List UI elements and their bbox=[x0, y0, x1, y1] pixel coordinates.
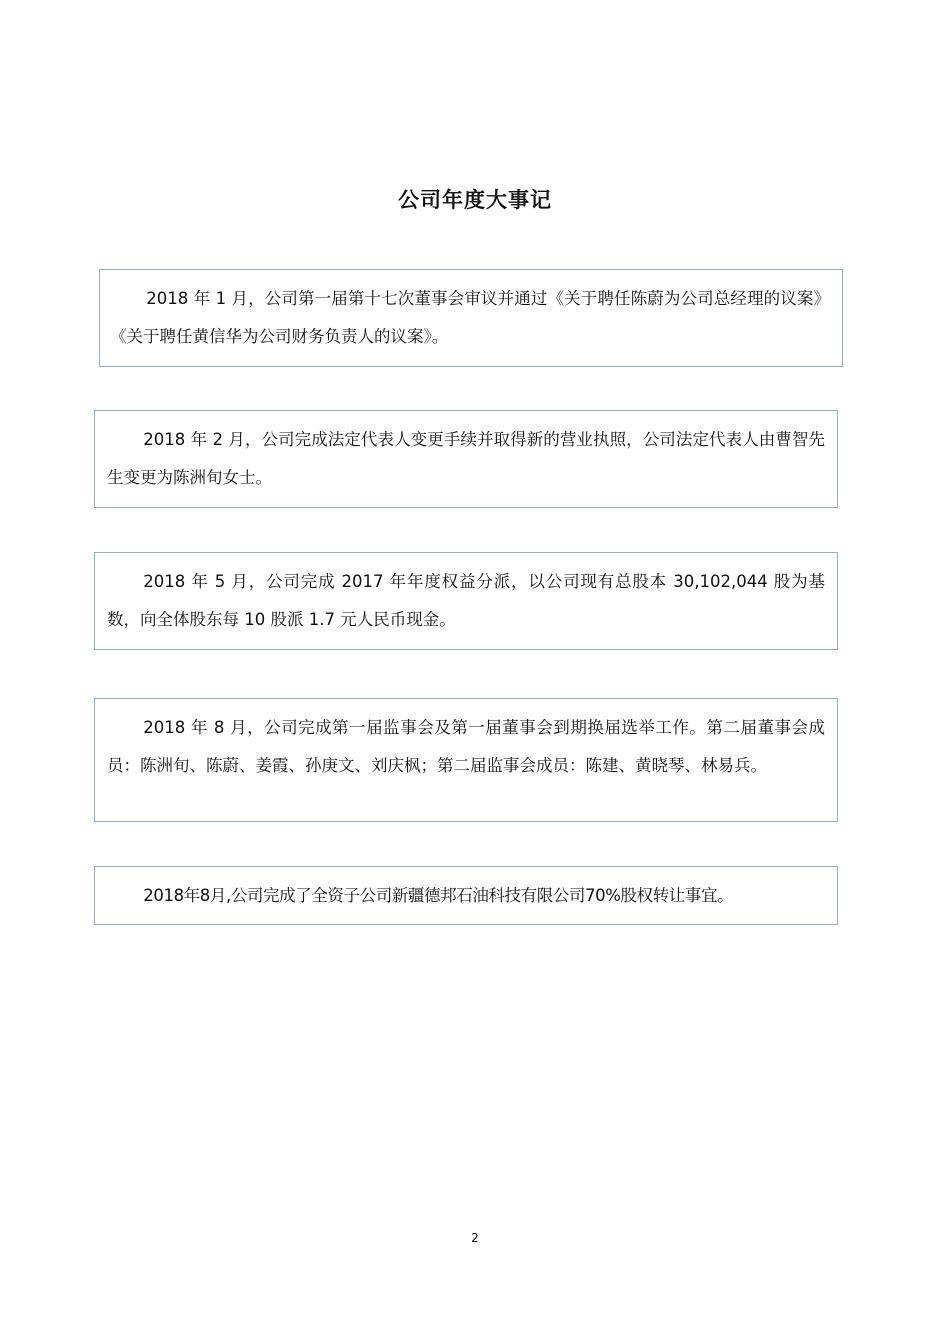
event-text: 2018 年 8 月，公司完成第一届监事会及第一届董事会到期换届选举工作。第二届董事会成员：陈洲旬、陈蔚、姜霞、孙庚文、刘庆枫；第二届监事会成员：陈建、黄晓琴、林易兵。 bbox=[107, 718, 825, 775]
page-title: 公司年度大事记 bbox=[398, 188, 552, 212]
event-box-aug-equity bbox=[94, 866, 838, 925]
event-box-feb bbox=[94, 410, 838, 508]
event-text: 2018 年 1 月，公司第一届第十七次董事会审议并通过《关于聘任陈蔚为公司总经理的议案》《关于聘任黄信华为公司财务负责人的议案》。 bbox=[110, 289, 830, 346]
event-text: 2018年8月,公司完成了全资子公司新疆德邦石油科技有限公司70%股权转让事宜。 bbox=[143, 886, 734, 905]
event-box-may bbox=[94, 552, 838, 650]
event-box-aug-election bbox=[94, 698, 838, 822]
event-box-jan bbox=[99, 269, 843, 367]
event-text: 2018 年 5 月，公司完成 2017 年年度权益分派，以公司现有总股本 30,102,044 股为基数，向全体股东每 10 股派 1.7 元人民币现金。 bbox=[107, 572, 825, 629]
page-number: 2 bbox=[471, 1231, 479, 1245]
event-text: 2018 年 2 月，公司完成法定代表人变更手续并取得新的营业执照，公司法定代表人由曹智先生变更为陈洲旬女士。 bbox=[107, 430, 825, 487]
